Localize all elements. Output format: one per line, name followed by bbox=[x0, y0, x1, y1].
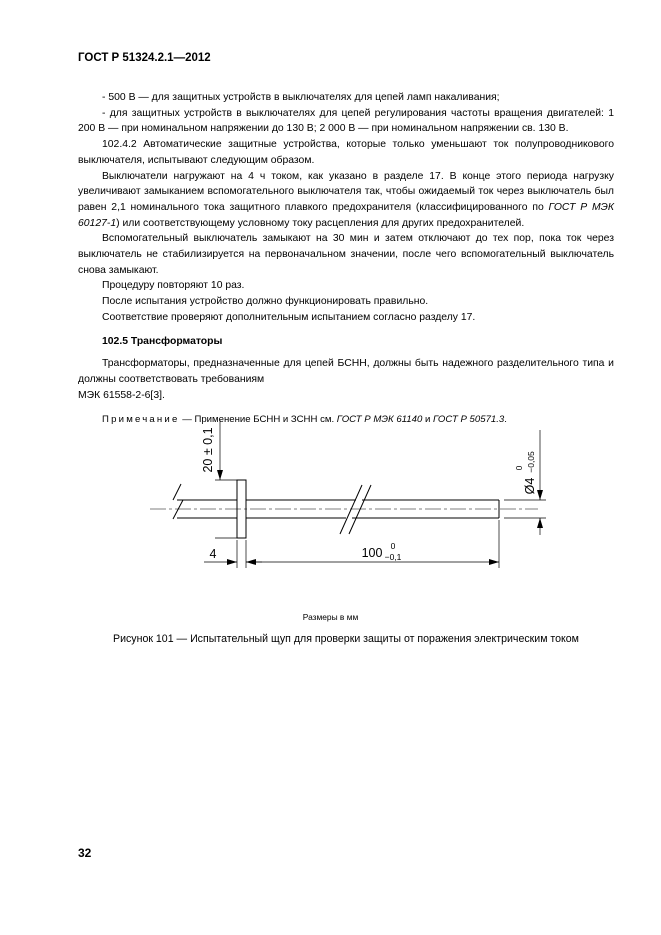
standard-reference: ГОСТ Р МЭК 60127-1 bbox=[78, 201, 614, 229]
section-title: 102.5 Трансформаторы bbox=[102, 335, 223, 347]
handle-break bbox=[173, 500, 183, 519]
length-lower-tolerance: −0,1 bbox=[384, 552, 402, 562]
paragraph: - для защитных устройств в выключателях для цепей регулирования частоты вращения двигателей: 1 200 В — при номинальном напряжении до 130 В; 2 000 В — при номинальном напряжении св. 130 В. bbox=[78, 107, 614, 135]
paragraph-text: Выключатели нагружают на 4 ч током, как указано в разделе 17. В конце этого периода нагрузку увеличивают замыканием вспомогательного выключателя так, чтобы ожидаемый ток через выключатель был равен 2,1 номинального тока защитного плавкого предохранителя (классифицированного по bbox=[78, 170, 614, 213]
note-label: Примечание bbox=[102, 414, 180, 426]
standard-reference: ГОСТ Р МЭК 61140 bbox=[336, 414, 423, 426]
break-line bbox=[340, 485, 362, 534]
paragraph-text: ) или соответствующему условному току расцепления для других предохранителей. bbox=[116, 217, 525, 229]
note-text: — Применение БСНН и ЗСНН см. bbox=[179, 414, 337, 426]
paragraph: Вспомогательный выключатель замыкают на 30 мин и затем отключают до тех пор, пока ток через выключатель не стабилизируется на первоначальном значении, после чего вспомогательный выключатель снова замыкают. bbox=[78, 233, 614, 276]
length-dimension-label: 100 bbox=[361, 546, 383, 560]
diameter-lower-tolerance: −0,05 bbox=[526, 451, 536, 473]
units-caption: Размеры в мм bbox=[302, 612, 359, 622]
length-upper-tolerance: 0 bbox=[390, 541, 396, 551]
diameter-upper-tolerance: 0 bbox=[514, 465, 524, 471]
note-text: . bbox=[504, 414, 507, 426]
figure-caption: Рисунок 101 — Испытательный щуп для проверки защиты от поражения электрическим током bbox=[113, 633, 579, 645]
paragraph: Процедуру повторяют 10 раз. bbox=[102, 280, 245, 292]
width-dimension-label: 4 bbox=[209, 547, 217, 561]
paragraph: - 500 В — для защитных устройств в выключателях для цепей ламп накаливания; bbox=[102, 92, 500, 103]
page-number: 32 bbox=[78, 846, 92, 860]
paragraph: 102.4.2 Автоматические защитные устройства, которые только уменьшают ток полупроводникового выключателя, испытывают следующим образом. bbox=[78, 139, 614, 166]
paragraph: Трансформаторы, предназначенные для цепей БСНН, должны быть надежного разделительного типа и должны соответствовать требованиям bbox=[78, 358, 614, 385]
break-line bbox=[349, 485, 371, 534]
document-header: ГОСТ Р 51324.2.1—2012 bbox=[78, 52, 211, 64]
paragraph: Соответствие проверяют дополнительным испытанием согласно разделу 17. bbox=[102, 311, 476, 323]
standard-reference: ГОСТ Р 50571.3 bbox=[433, 414, 505, 426]
handle-break bbox=[173, 484, 181, 500]
height-dimension-label: 20 ± 0,1 bbox=[201, 427, 215, 473]
paragraph: После испытания устройство должно функционировать правильно. bbox=[102, 296, 429, 308]
diameter-dimension-label: Ø4 bbox=[523, 477, 537, 495]
paragraph: МЭК 61558-2-6[3]. bbox=[78, 389, 165, 401]
note-text: и bbox=[422, 414, 433, 426]
